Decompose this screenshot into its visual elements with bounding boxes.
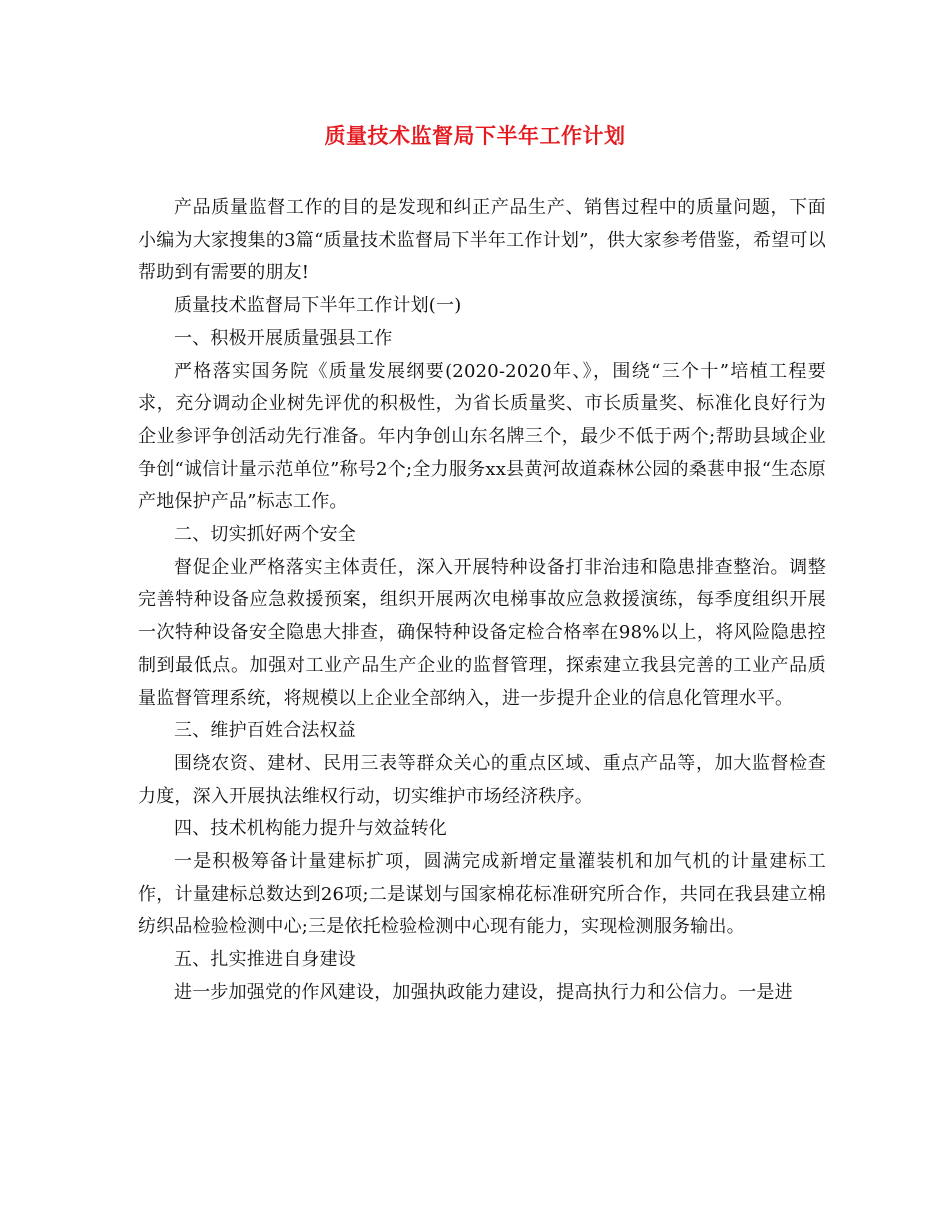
section-heading-1: 一、积极开展质量强县工作 bbox=[174, 327, 393, 349]
section-heading-5: 五、扎实推进自身建设 bbox=[174, 949, 356, 971]
intro-paragraph: 产品质量监督工作的目的是发现和纠正产品生产、销售过程中的质量问题，下面小编为大家搜集的3篇“质量技术监督局下半年工作计划”，供大家参考借鉴，希望可以帮助到有需要的朋友! bbox=[138, 197, 826, 284]
document-body bbox=[138, 192, 826, 1010]
section-paragraph-4: 一是积极筹备计量建标扩项，圆满完成新增定量灌装机和加气机的计量建标工作，计量建标总数达到26项;二是谋划与国家棉花标准研究所合作，共同在我县建立棉纺织品检验检测中心;三是依托检验检测中心现有能力，实现检测服务输出。 bbox=[138, 851, 826, 938]
section-paragraph-2: 督促企业严格落实主体责任，深入开展特种设备打非治违和隐患排查整治。调整完善特种设备应急救援预案，组织开展两次电梯事故应急救援演练，每季度组织开展一次特种设备安全隐患大排查，确保特种设备定检合格率在98%以上，将风险隐患控制到最低点。加强对工业产品生产企业的监督管理，探索建立我县完善的工业产品质量监督管理系统，将规模以上企业全部纳入，进一步提升企业的信息化管理水平。 bbox=[138, 556, 826, 709]
section-paragraph-1: 严格落实国务院《质量发展纲要(2020-2020年、》，围绕“三个十”培植工程要求，充分调动企业树先评优的积极性，为省长质量奖、市长质量奖、标准化良好行为企业参评争创活动先行准备。年内争创山东名牌三个，最少不低于两个;帮助县域企业争创“诚信计量示范单位”称号2个;全力服务xx县黄河故道森林公园的桑葚申报“生态原产地保护产品”标志工作。 bbox=[138, 360, 826, 513]
plan-subtitle: 质量技术监督局下半年工作计划(一) bbox=[174, 295, 462, 317]
section-heading-3: 三、维护百姓合法权益 bbox=[174, 720, 356, 742]
section-paragraph-5: 进一步加强党的作风建设，加强执政能力建设，提高执行力和公信力。一是进 bbox=[174, 981, 793, 1003]
document-title: 质量技术监督局下半年工作计划 bbox=[324, 124, 626, 148]
section-heading-4: 四、技术机构能力提升与效益转化 bbox=[174, 818, 447, 840]
section-heading-2: 二、切实抓好两个安全 bbox=[174, 524, 356, 546]
section-paragraph-3: 围绕农资、建材、民用三表等群众关心的重点区域、重点产品等，加大监督检查力度，深入开展执法维权行动，切实维护市场经济秩序。 bbox=[138, 752, 826, 807]
